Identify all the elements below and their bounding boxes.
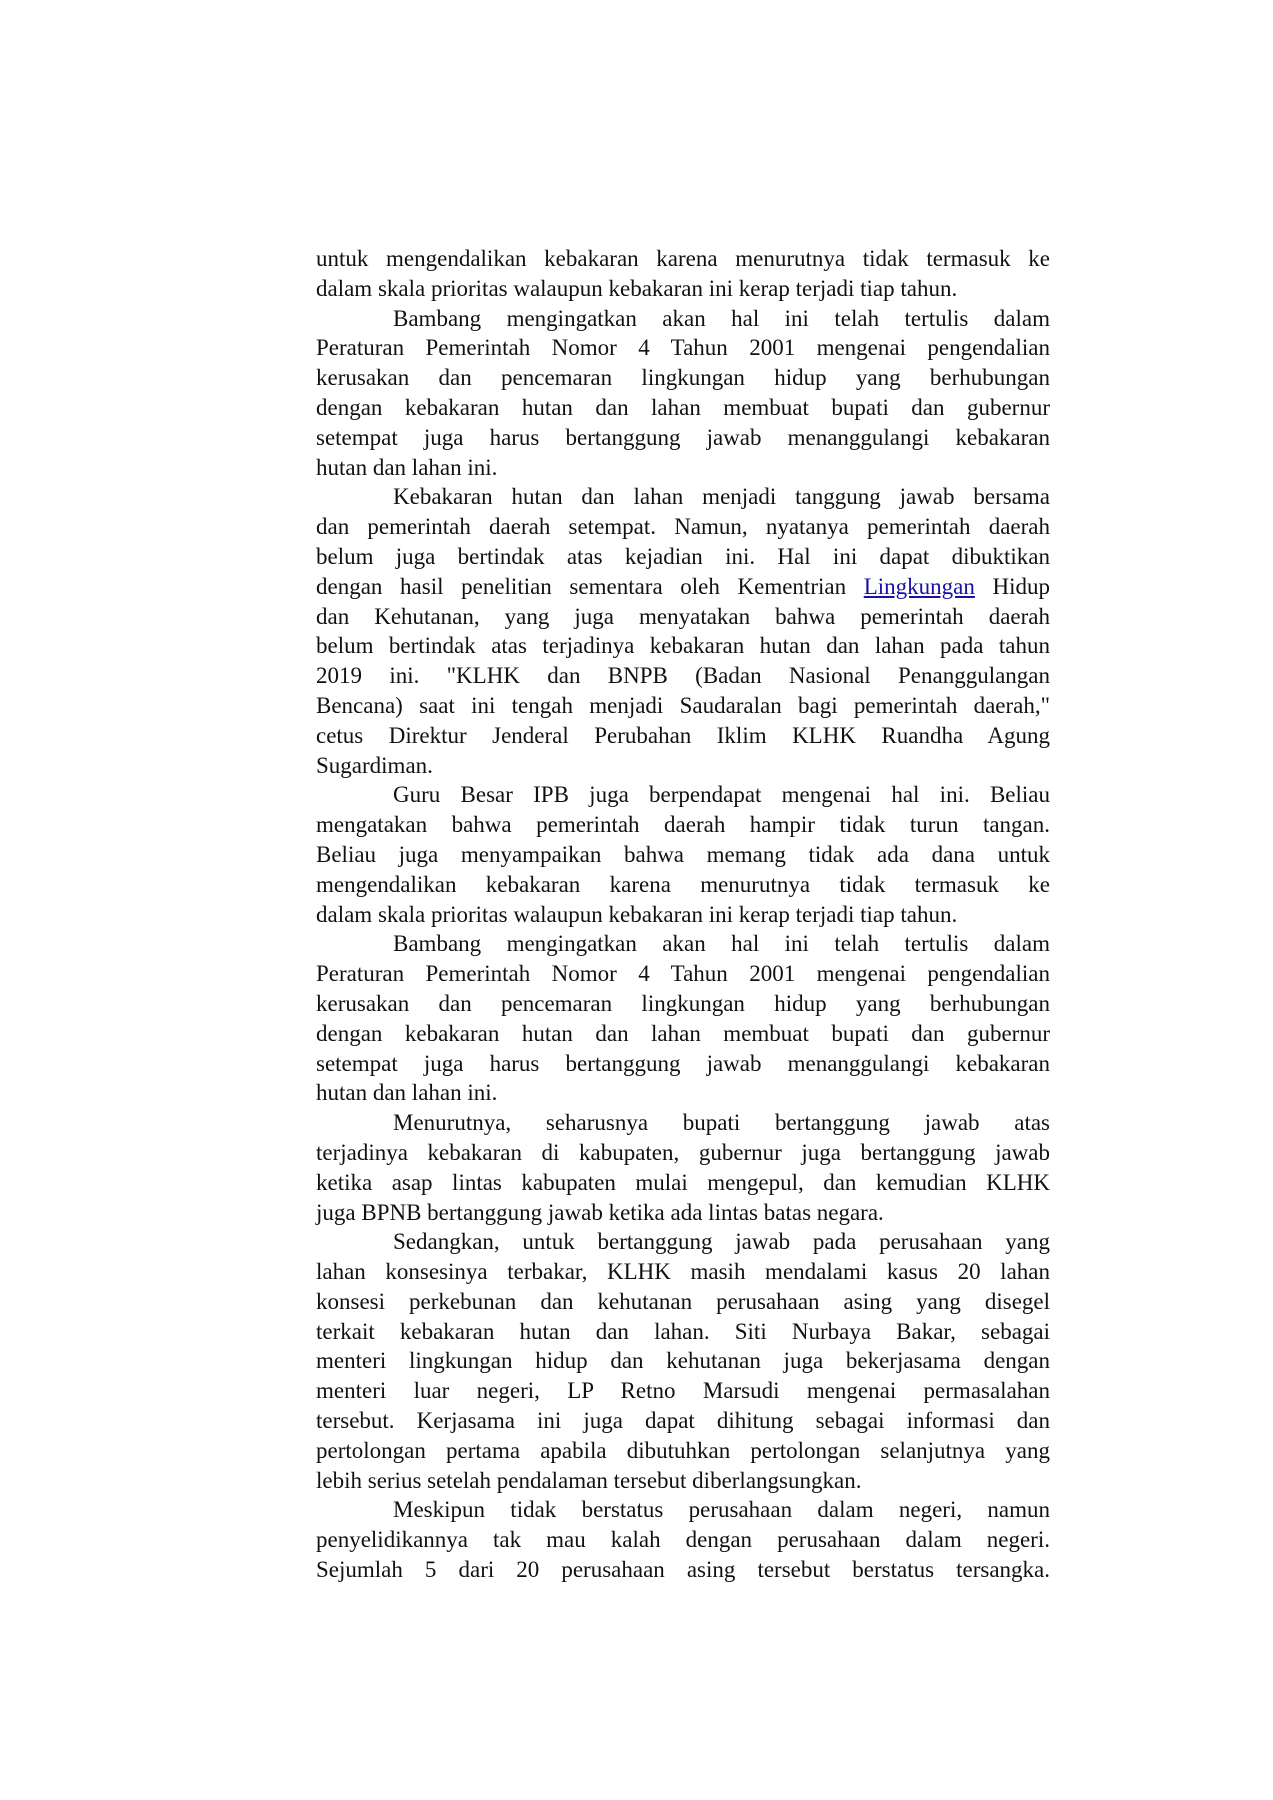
text-line [316, 1287, 1050, 1317]
line-text: Bencana) saat ini tengah menjadi Saudaralan bagi pemerintah daerah," [316, 692, 1050, 718]
line-text: 2019 ini. "KLHK dan BNPB (Badan Nasional Penanggulangan [316, 663, 1050, 689]
line-text: Sejumlah 5 dari 20 perusahaan asing tersebut berstatus tersangka. [316, 1557, 1050, 1583]
line-text: lahan konsesinya terbakar, KLHK masih mendalami kasus 20 lahan [316, 1259, 1050, 1285]
line-text: dan pemerintah daerah setempat. Namun, nyatanya pemerintah daerah [316, 514, 1050, 540]
line-text: Peraturan Pemerintah Nomor 4 Tahun 2001 mengenai pengendalian [316, 335, 1050, 361]
line-text: Menurutnya, seharusnya bupati bertanggung jawab atas [393, 1110, 1050, 1136]
text-line [316, 1555, 1050, 1585]
line-text: cetus Direktur Jenderal Perubahan Iklim KLHK Ruandha Agung [316, 722, 1050, 748]
text-line [316, 1495, 1050, 1525]
line-text: setempat juga harus bertanggung jawab menanggulangi kebakaran [316, 1050, 1050, 1076]
text-line [316, 542, 1050, 572]
line-text: Sedangkan, untuk bertanggung jawab pada perusahaan yang [393, 1229, 1050, 1255]
text-line [316, 1138, 1050, 1168]
text-line [316, 780, 1050, 810]
line-text: dalam skala prioritas walaupun kebakaran ini kerap terjadi tiap tahun. [316, 901, 958, 927]
line-text: dengan kebakaran hutan dan lahan membuat bupati dan gubernur [316, 1020, 1050, 1046]
line-text: dan Kehutanan, yang juga menyatakan bahwa pemerintah daerah [316, 603, 1050, 629]
text-line [316, 1406, 1050, 1436]
line-text: terjadinya kebakaran di kabupaten, gubernur juga bertanggung jawab [316, 1139, 1050, 1165]
text-line [316, 333, 1050, 363]
text-line [316, 453, 1050, 483]
text-line [316, 393, 1050, 423]
line-text: Bambang mengingatkan akan hal ini telah tertulis dalam [393, 305, 1050, 331]
text-line [316, 751, 1050, 781]
paragraph [316, 304, 1050, 483]
line-text: menteri lingkungan hidup dan kehutanan juga bekerjasama dengan [316, 1348, 1050, 1374]
line-text: belum juga bertindak atas kejadian ini. Hal ini dapat dibuktikan [316, 543, 1050, 569]
line-text: dalam skala prioritas walaupun kebakaran ini kerap terjadi tiap tahun. [316, 275, 958, 301]
line-text: terkait kebakaran hutan dan lahan. Siti Nurbaya Bakar, sebagai [316, 1318, 1050, 1344]
paragraph [316, 482, 1050, 780]
line-text: Peraturan Pemerintah Nomor 4 Tahun 2001 mengenai pengendalian [316, 961, 1050, 987]
line-text: Bambang mengingatkan akan hal ini telah tertulis dalam [393, 931, 1050, 957]
line-text: untuk mengendalikan kebakaran karena menurutnya tidak termasuk ke [316, 246, 1050, 271]
text-line [316, 900, 1050, 930]
text-line [316, 304, 1050, 334]
line-text: Beliau juga menyampaikan bahwa memang tidak ada dana untuk [316, 841, 1050, 867]
line-text: konsesi perkebunan dan kehutanan perusahaan asing yang disegel [316, 1288, 1050, 1314]
text-line [316, 840, 1050, 870]
text-line [316, 1466, 1050, 1496]
text-line [316, 1049, 1050, 1079]
document-page [316, 244, 1050, 1585]
line-text: dengan kebakaran hutan dan lahan membuat bupati dan gubernur [316, 394, 1050, 420]
text-line [316, 721, 1050, 751]
text-line [316, 482, 1050, 512]
text-line [316, 1108, 1050, 1138]
text-line [316, 602, 1050, 632]
text-line [316, 1376, 1050, 1406]
line-text: dengan hasil penelitian sementara oleh Kementrian [316, 573, 864, 599]
paragraph [316, 1108, 1050, 1227]
text-line [316, 512, 1050, 542]
text-line [316, 572, 1050, 602]
paragraph [316, 929, 1050, 1108]
text-line [316, 959, 1050, 989]
line-text: setempat juga harus bertanggung jawab menanggulangi kebakaran [316, 424, 1050, 450]
text-line [316, 1168, 1050, 1198]
text-line [316, 1019, 1050, 1049]
line-text: kerusakan dan pencemaran lingkungan hidup yang berhubungan [316, 365, 1050, 391]
line-text: hutan dan lahan ini. [316, 1080, 498, 1106]
line-text: tersebut. Kerjasama ini juga dapat dihitung sebagai informasi dan [316, 1408, 1050, 1434]
line-text: ketika asap lintas kabupaten mulai mengepul, dan kemudian KLHK [316, 1169, 1050, 1195]
line-text: penyelidikannya tak mau kalah dengan perusahaan dalam negeri. [316, 1527, 1050, 1553]
line-text: mengendalikan kebakaran karena menurutnya tidak termasuk ke [316, 871, 1050, 897]
text-line [316, 1436, 1050, 1466]
text-line [316, 1346, 1050, 1376]
paragraph [316, 244, 1050, 304]
lingkungan-link[interactable]: Lingkungan [863, 573, 975, 599]
text-line [316, 661, 1050, 691]
paragraph [316, 1227, 1050, 1495]
line-text: kerusakan dan pencemaran lingkungan hidup yang berhubungan [316, 990, 1050, 1016]
text-line [316, 989, 1050, 1019]
line-text: menteri luar negeri, LP Retno Marsudi mengenai permasalahan [316, 1378, 1050, 1404]
paragraph [316, 780, 1050, 929]
text-line [316, 274, 1050, 304]
paragraph [316, 1495, 1050, 1584]
text-line [316, 363, 1050, 393]
text-line [316, 423, 1050, 453]
line-text: belum bertindak atas terjadinya kebakaran hutan dan lahan pada tahun [316, 633, 1050, 659]
text-line [316, 1227, 1050, 1257]
line-text: Hidup [974, 573, 1051, 599]
text-line [316, 870, 1050, 900]
line-text: mengatakan bahwa pemerintah daerah hampir tidak turun tangan. [316, 812, 1050, 838]
line-text: Kebakaran hutan dan lahan menjadi tanggung jawab bersama [393, 484, 1050, 510]
text-line [316, 1257, 1050, 1287]
text-line [316, 1198, 1050, 1228]
text-line [316, 631, 1050, 661]
line-text: juga BPNB bertanggung jawab ketika ada lintas batas negara. [316, 1199, 884, 1225]
text-line [316, 691, 1050, 721]
text-line [316, 1525, 1050, 1555]
text-line [316, 1317, 1050, 1347]
text-line [316, 929, 1050, 959]
line-text: lebih serius setelah pendalaman tersebut diberlangsungkan. [316, 1467, 862, 1493]
text-line [316, 810, 1050, 840]
text-line [316, 244, 1050, 274]
line-text: Guru Besar IPB juga berpendapat mengenai hal ini. Beliau [393, 782, 1050, 808]
line-text: Meskipun tidak berstatus perusahaan dalam negeri, namun [393, 1497, 1050, 1523]
line-text: pertolongan pertama apabila dibutuhkan pertolongan selanjutnya yang [316, 1437, 1050, 1463]
line-text: hutan dan lahan ini. [316, 454, 498, 480]
line-text: Sugardiman. [316, 752, 433, 778]
text-line [316, 1078, 1050, 1108]
